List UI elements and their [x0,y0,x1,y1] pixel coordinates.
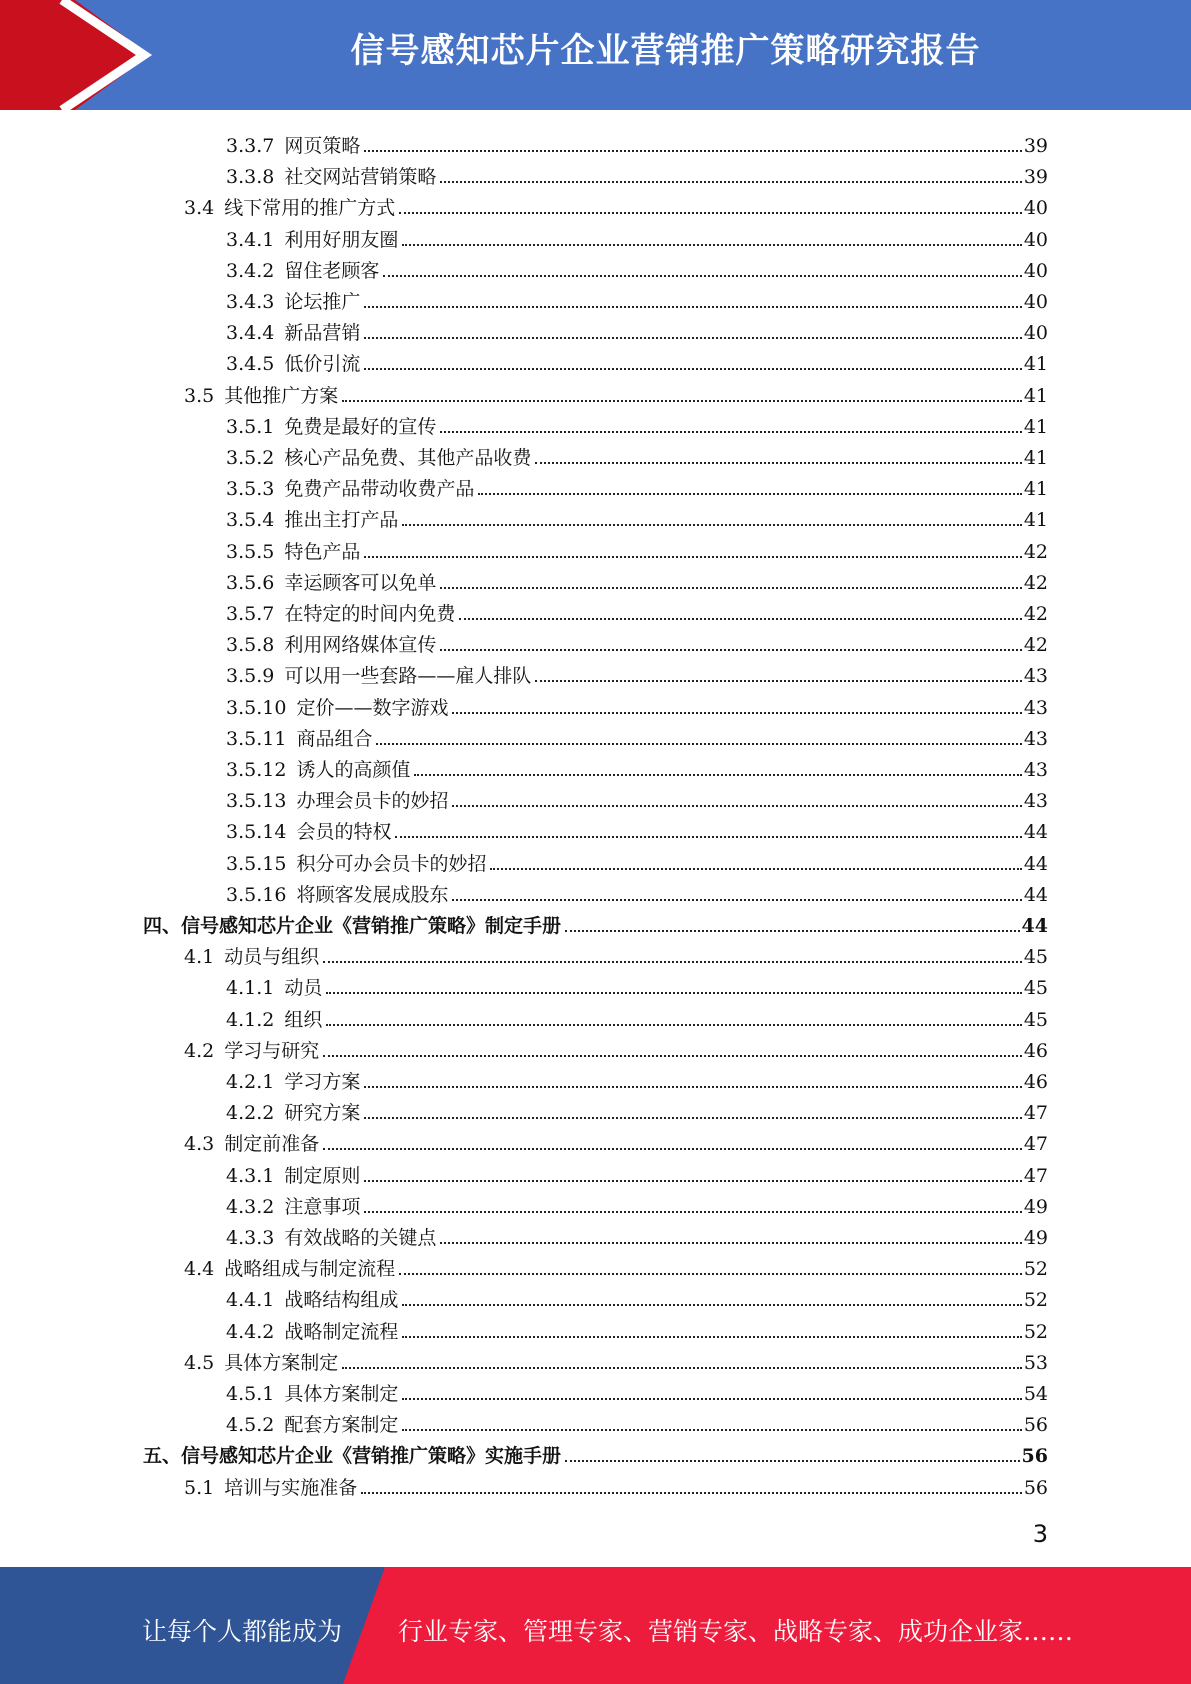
toc-dot-leader [399,1273,1022,1275]
toc-dot-leader [440,181,1021,183]
toc-dot-leader [402,1336,1021,1338]
toc-entry[interactable] [226,657,1048,688]
toc-dot-leader [440,649,1021,651]
toc-entry-title: 免费产品带动收费产品 [284,478,475,501]
toc-dot-leader [440,431,1021,433]
toc-entry-number: 3.5.4 [226,509,275,532]
report-title: 信号感知芯片企业营销推广策略研究报告 [350,31,981,71]
toc-dot-leader [364,1117,1021,1119]
toc-entry-page: 47 [1023,1164,1048,1187]
toc-entry[interactable] [226,221,1048,252]
toc-dot-leader [402,524,1021,526]
toc-entry-title: 具体方案制定 [284,1383,399,1405]
toc-entry-title: 注意事项 [284,1195,361,1218]
toc-entry-number: 4.3.3 [226,1227,275,1249]
toc-entry-page: 41 [1023,415,1048,438]
toc-dot-leader [535,680,1021,682]
toc-entry-page: 49 [1023,1195,1048,1218]
toc-entry-page: 43 [1023,665,1048,688]
toc-entry-page: 44 [1023,852,1048,875]
toc-entry[interactable] [226,1157,1048,1188]
toc-entry-page: 45 [1023,1008,1048,1031]
toc-entry-number: 4.3 [184,1133,215,1156]
toc-entry-number: 3.5.8 [226,634,275,657]
toc-entry-number: 3.4 [184,197,215,220]
toc-entry-title: 新品营销 [284,322,361,345]
toc-entry[interactable] [226,1188,1048,1219]
toc-entry[interactable] [226,1063,1048,1094]
toc-entry[interactable] [184,1032,1048,1063]
toc-entry-number: 3.4.4 [226,322,275,345]
toc-entry[interactable] [184,189,1048,220]
toc-entry-title: 五、信号感知芯片企业《营销推广策略》实施手册 [143,1445,562,1468]
toc-dot-leader [565,930,1020,932]
toc-entry-number: 3.5.1 [226,415,275,438]
toc-dot-leader [440,587,1021,589]
toc-entry-number: 4.2.2 [226,1102,275,1125]
toc-entry-number: 3.4.5 [226,353,275,376]
toc-dot-leader [440,1242,1021,1244]
toc-entry-title: 有效战略的关键点 [284,1227,437,1249]
toc-dot-leader [459,618,1021,620]
toc-entry-page: 42 [1023,634,1048,657]
toc-entry-title: 核心产品免费、其他产品收费 [284,447,532,469]
toc-entry-number: 3.5.12 [226,759,287,781]
toc-entry-number: 4.5.2 [226,1414,275,1437]
toc-entry-title: 留住老顾客 [284,259,380,282]
toc-entry-page: 47 [1023,1133,1048,1156]
toc-entry-number: 4.5.1 [226,1383,275,1405]
toc-entry-title: 学习方案 [284,1071,361,1093]
toc-entry-number: 3.5.16 [226,883,287,906]
toc-entry-page: 52 [1023,1289,1048,1312]
toc-entry-page: 45 [1023,946,1048,969]
toc-dot-leader [364,368,1021,370]
toc-entry-title: 积分可办会员卡的妙招 [296,852,487,875]
toc-entry[interactable] [226,564,1048,595]
toc-entry-page: 43 [1023,759,1048,781]
toc-entry-number: 4.3.2 [226,1195,275,1218]
toc-entry-title: 制定前准备 [224,1133,320,1156]
toc-entry-page: 40 [1023,228,1048,251]
toc-entry-title: 组织 [284,1008,323,1031]
toc-dot-leader [452,712,1021,714]
toc-entry-title: 四、信号感知芯片企业《营销推广策略》制定手册 [143,915,562,937]
toc-entry[interactable] [226,782,1048,813]
toc-entry-page: 43 [1023,696,1048,719]
toc-entry-number: 3.5.2 [226,447,275,469]
toc-dot-leader [361,1492,1022,1494]
toc-entry[interactable] [226,408,1048,439]
toc-entry[interactable] [226,845,1048,876]
toc-dot-leader [376,743,1021,745]
toc-entry-title: 低价引流 [284,353,361,376]
toc-entry[interactable] [226,1094,1048,1125]
toc-entry-number: 4.1 [184,946,215,969]
toc-dot-leader [364,1086,1021,1088]
toc-entry-number: 3.5.6 [226,571,275,594]
toc-entry-page: 42 [1023,603,1048,625]
toc-entry-page: 39 [1023,135,1048,157]
toc-entry[interactable] [226,252,1048,283]
toc-dot-leader [402,244,1021,246]
toc-dot-leader [364,337,1021,339]
toc-entry-title: 办理会员卡的妙招 [296,790,449,813]
toc-entry-page: 43 [1023,727,1048,750]
toc-entry-number: 3.4.3 [226,291,275,313]
toc-entry[interactable] [226,876,1048,907]
toc-entry-page: 46 [1023,1039,1048,1062]
toc-entry-title: 研究方案 [284,1102,361,1125]
toc-dot-leader [535,462,1021,464]
toc-entry-title: 利用网络媒体宣传 [284,634,437,657]
toc-entry[interactable] [184,1469,1048,1500]
toc-entry-title: 战略结构组成 [284,1289,399,1312]
toc-entry[interactable] [226,1001,1048,1032]
toc-entry-page: 45 [1023,977,1048,1000]
toc-entry-page: 56 [1023,1414,1048,1437]
toc-entry-page: 54 [1023,1383,1048,1405]
toc-dot-leader [364,150,1021,152]
toc-entry-title: 特色产品 [284,540,361,563]
toc-entry-title: 培训与实施准备 [224,1476,358,1499]
toc-entry-number: 3.5.15 [226,852,287,875]
toc-entry-number: 4.5 [184,1351,215,1374]
toc-dot-leader [342,1367,1022,1369]
toc-entry-title: 线下常用的推广方式 [224,197,396,220]
toc-entry-number: 3.4.2 [226,259,275,282]
footer-slogan-left: 让每个人都能成为 [142,1617,343,1646]
toc-entry-number: 4.3.1 [226,1164,275,1187]
toc-dot-leader [323,1055,1022,1057]
toc-entry-number: 3.5 [184,384,215,407]
toc-entry[interactable] [226,1406,1048,1437]
toc-dot-leader [490,868,1021,870]
toc-entry-title: 战略制定流程 [284,1320,399,1343]
toc-entry[interactable] [226,969,1048,1000]
toc-entry[interactable] [226,501,1048,532]
toc-entry-number: 4.2.1 [226,1071,275,1093]
toc-entry-page: 41 [1023,447,1048,469]
toc-entry-page: 44 [1023,883,1048,906]
toc-entry-number: 4.2 [184,1039,215,1062]
toc-entry-page: 40 [1023,322,1048,345]
toc-entry[interactable] [184,377,1048,408]
toc-entry-page: 47 [1023,1102,1048,1125]
toc-dot-leader [565,1460,1020,1462]
toc-entry[interactable] [226,127,1048,158]
toc-entry-title: 具体方案制定 [224,1351,339,1374]
toc-entry-page: 40 [1023,197,1048,220]
toc-entry[interactable] [226,1219,1048,1250]
toc-entry-title: 将顾客发展成股东 [296,883,449,906]
toc-entry[interactable] [184,1344,1048,1375]
toc-dot-leader [452,805,1021,807]
toc-entry-title: 会员的特权 [296,821,392,844]
toc-dot-leader [364,306,1021,308]
toc-entry[interactable] [226,1281,1048,1312]
toc-entry[interactable] [184,1250,1048,1281]
toc-dot-leader [326,1024,1021,1026]
toc-entry-page: 49 [1023,1227,1048,1249]
toc-entry-page: 56 [1021,1445,1048,1468]
toc-entry[interactable] [226,345,1048,376]
toc-entry-number: 5.1 [184,1476,215,1499]
toc-entry-page: 42 [1023,571,1048,594]
toc-entry-title: 学习与研究 [224,1039,320,1062]
toc-dot-leader [383,275,1021,277]
toc-entry-page: 44 [1023,821,1048,844]
toc-entry-title: 动员与组织 [224,946,320,969]
toc-entry-title: 动员 [284,977,323,1000]
toc-entry[interactable] [226,1313,1048,1344]
toc-dot-leader [402,1304,1021,1306]
toc-entry-page: 56 [1023,1476,1048,1499]
header-red-chevron [0,0,160,110]
toc-dot-leader [452,899,1021,901]
toc-entry-number: 3.5.7 [226,603,275,625]
toc-entry-number: 3.3.8 [226,166,275,189]
toc-entry-page: 41 [1023,509,1048,532]
toc-entry-title: 利用好朋友圈 [284,228,399,251]
toc-entry-title: 定价——数字游戏 [296,696,449,719]
toc-entry[interactable] [226,1375,1048,1406]
toc-entry[interactable] [226,626,1048,657]
toc-entry-title: 论坛推广 [284,291,361,313]
toc-entry-title: 制定原则 [284,1164,361,1187]
toc-dot-leader [478,493,1021,495]
toc-entry[interactable] [226,314,1048,345]
toc-chapter-entry[interactable] [143,907,1048,938]
toc-entry[interactable] [226,533,1048,564]
toc-entry-number: 3.3.7 [226,135,275,157]
toc-dot-leader [402,1398,1021,1400]
toc-entry[interactable] [226,283,1048,314]
toc-entry-number: 3.4.1 [226,228,275,251]
toc-entry[interactable] [226,813,1048,844]
toc-entry-page: 41 [1023,384,1048,407]
toc-entry-title: 战略组成与制定流程 [224,1258,396,1281]
page-header [0,0,1191,110]
toc-entry-title: 可以用一些套路——雇人排队 [284,665,532,688]
toc-entry-number: 4.1.2 [226,1008,275,1031]
footer-slogan-right: 行业专家、管理专家、营销专家、战略专家、成功企业家…… [398,1617,1074,1646]
toc-chapter-entry[interactable] [143,1437,1048,1468]
toc-entry-title: 推出主打产品 [284,509,399,532]
toc-dot-leader [364,1180,1021,1182]
toc-entry-number: 3.5.3 [226,478,275,501]
toc-entry[interactable] [226,470,1048,501]
page-number: 3 [1032,1520,1048,1548]
toc-entry-title: 在特定的时间内免费 [284,603,456,625]
toc-dot-leader [323,961,1022,963]
toc-entry-title: 免费是最好的宣传 [284,415,437,438]
toc-dot-leader [342,400,1022,402]
toc-entry[interactable] [184,938,1048,969]
toc-entry-number: 4.4.2 [226,1320,275,1343]
toc-entry-title: 配套方案制定 [284,1414,399,1437]
toc-entry[interactable] [226,595,1048,626]
toc-entry-number: 3.5.10 [226,696,287,719]
toc-entry-title: 商品组合 [296,727,373,750]
toc-entry-title: 社交网站营销策略 [284,166,437,189]
toc-dot-leader [326,992,1021,994]
toc-entry-number: 3.5.5 [226,540,275,563]
toc-dot-leader [402,1429,1021,1431]
toc-entry-page: 46 [1023,1071,1048,1093]
toc-dot-leader [364,556,1021,558]
toc-entry-page: 52 [1023,1258,1048,1281]
toc-entry-title: 幸运顾客可以免单 [284,571,437,594]
toc-entry-page: 40 [1023,259,1048,282]
toc-entry-page: 43 [1023,790,1048,813]
toc-dot-leader [399,212,1022,214]
toc-dot-leader [414,774,1021,776]
toc-entry-number: 3.5.13 [226,790,287,813]
toc-entry[interactable] [226,751,1048,782]
toc-entry-number: 3.5.14 [226,821,287,844]
toc-entry-page: 41 [1023,353,1048,376]
toc-dot-leader [364,1211,1021,1213]
toc-entry-number: 3.5.9 [226,665,275,688]
toc-entry[interactable] [226,689,1048,720]
toc-entry[interactable] [226,158,1048,189]
toc-entry-page: 41 [1023,478,1048,501]
toc-entry[interactable] [226,720,1048,751]
toc-entry-page: 40 [1023,291,1048,313]
toc-entry[interactable] [184,1125,1048,1156]
toc-dot-leader [395,836,1021,838]
toc-entry-number: 3.5.11 [226,727,287,750]
toc-entry-page: 52 [1023,1320,1048,1343]
toc-entry-title: 诱人的高颜值 [296,759,411,781]
toc-entry-page: 44 [1021,915,1048,937]
toc-entry[interactable] [226,439,1048,470]
toc-entry-page: 53 [1023,1351,1048,1374]
toc-entry-page: 42 [1023,540,1048,563]
toc-entry-number: 4.4.1 [226,1289,275,1312]
toc-dot-leader [323,1148,1022,1150]
toc-entry-title: 网页策略 [284,135,361,157]
toc-entry-page: 39 [1023,166,1048,189]
toc-entry-number: 4.4 [184,1258,215,1281]
toc-entry-number: 4.1.1 [226,977,275,1000]
toc-entry-title: 其他推广方案 [224,384,339,407]
